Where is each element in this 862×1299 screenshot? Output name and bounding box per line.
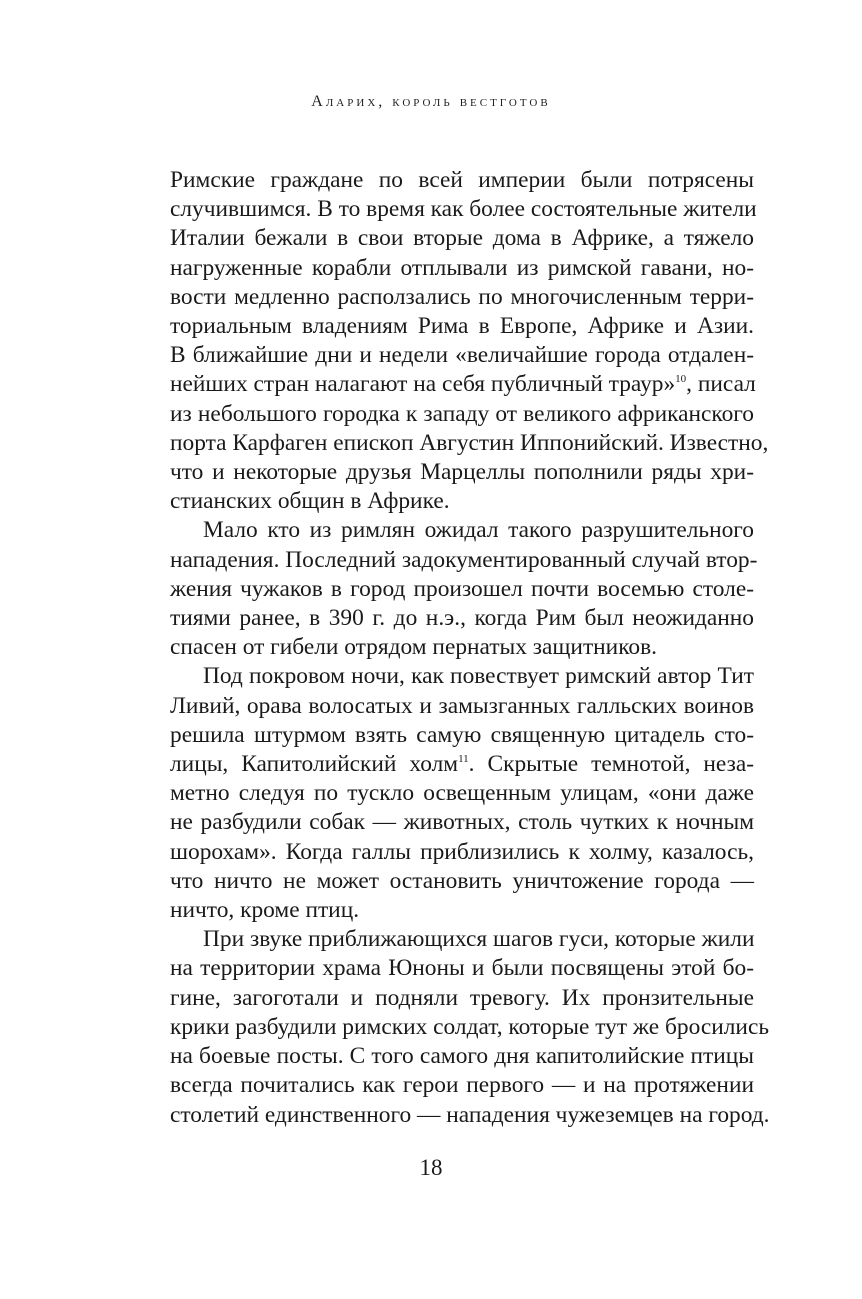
text-line: крики разбудили римских солдат, которые тут же бросились bbox=[170, 1013, 769, 1040]
text-line: столетий единственного — нападения чужеземцев на город. bbox=[170, 1101, 770, 1128]
text-line: Мало кто из римлян ожидал такого разрушительного bbox=[203, 517, 754, 544]
text-line: на боевые посты. С того самого дня капитолийские птицы bbox=[170, 1043, 754, 1070]
line-text: лицы, Капитолийский холм bbox=[170, 751, 459, 778]
paragraph-2 bbox=[170, 516, 758, 662]
text-line: жения чужаков в город произошел почти восемью столе- bbox=[170, 575, 754, 602]
text-line: нагруженные корабли отплывали из римской гавани, но- bbox=[170, 254, 754, 281]
text-line: Римские граждане по всей империи были потрясены bbox=[170, 167, 754, 193]
text-line-with-footnote bbox=[170, 750, 754, 779]
text-line: случившимся. В то время как более состоятельные жители bbox=[170, 196, 757, 223]
text-line: В ближайшие дни и недели «величайшие города отдален- bbox=[170, 342, 754, 369]
text-line: спасен от гибели отрядом пернатых защитников. bbox=[170, 634, 657, 661]
footnote-marker: 10 bbox=[675, 373, 687, 386]
text-line: Ливий, орава волосатых и замызганных галльских воинов bbox=[170, 692, 754, 719]
text-line: решила штурмом взять самую священную цитадель сто- bbox=[170, 721, 754, 748]
page-number: 18 bbox=[419, 1155, 443, 1180]
text-line: При звуке приближающихся шагов гуси, которые жили bbox=[203, 926, 755, 953]
running-head: Аларих, король вестготов bbox=[311, 93, 551, 110]
paragraph-3 bbox=[170, 662, 754, 925]
footnote-marker: 11 bbox=[458, 753, 469, 766]
text-line: порта Карфаген епископ Августин Иппонийский. Известно, bbox=[170, 429, 769, 456]
text-line: что ничто не может остановить уничтожение города — bbox=[170, 867, 754, 894]
text-line: ториальным владениям Рима в Европе, Африке и Азии. bbox=[170, 313, 754, 340]
text-line: метно следуя по тускло освещенным улицам, «они даже bbox=[170, 780, 754, 807]
text-line: на территории храма Юноны и были посвящены этой бо- bbox=[170, 955, 754, 982]
text-line: шорохам». Когда галлы приблизились к холму, казалось, bbox=[170, 838, 754, 865]
text-line: стианских общин в Африке. bbox=[170, 488, 450, 515]
text-line: из небольшого городка к западу от великого африканского bbox=[170, 400, 754, 427]
text-line: не разбудили собак — животных, столь чутких к ночным bbox=[170, 809, 754, 836]
text-line: тиями ранее, в 390 г. до н.э., когда Рим был неожиданно bbox=[170, 605, 754, 632]
line-text: нейших стран налагают на себя публичный траур» bbox=[170, 371, 676, 398]
line-text-tail: , писал bbox=[686, 371, 756, 398]
text-line: вости медленно расползались по многочисленным терри- bbox=[170, 283, 754, 310]
text-line: нападения. Последний задокументированный случай втор- bbox=[170, 546, 758, 573]
text-line: всегда почитались как герои первого — и на протяжении bbox=[170, 1072, 754, 1099]
text-line: Италии бежали в свои вторые дома в Африке, а тяжело bbox=[170, 225, 754, 252]
text-line: что и некоторые друзья Марцеллы пополнили ряды хри- bbox=[170, 459, 754, 486]
body-text bbox=[170, 166, 770, 1130]
paragraph-1 bbox=[170, 166, 769, 516]
paragraph-4 bbox=[170, 925, 770, 1129]
text-line: Под покровом ночи, как повествует римский автор Тит bbox=[203, 663, 754, 690]
text-line: гине, загоготали и подняли тревогу. Их пронзительные bbox=[170, 984, 754, 1011]
line-text-tail: . Скрытые темнотой, неза- bbox=[468, 751, 755, 778]
text-line: ничто, кроме птиц. bbox=[170, 897, 360, 924]
text-line-with-footnote bbox=[170, 370, 754, 399]
